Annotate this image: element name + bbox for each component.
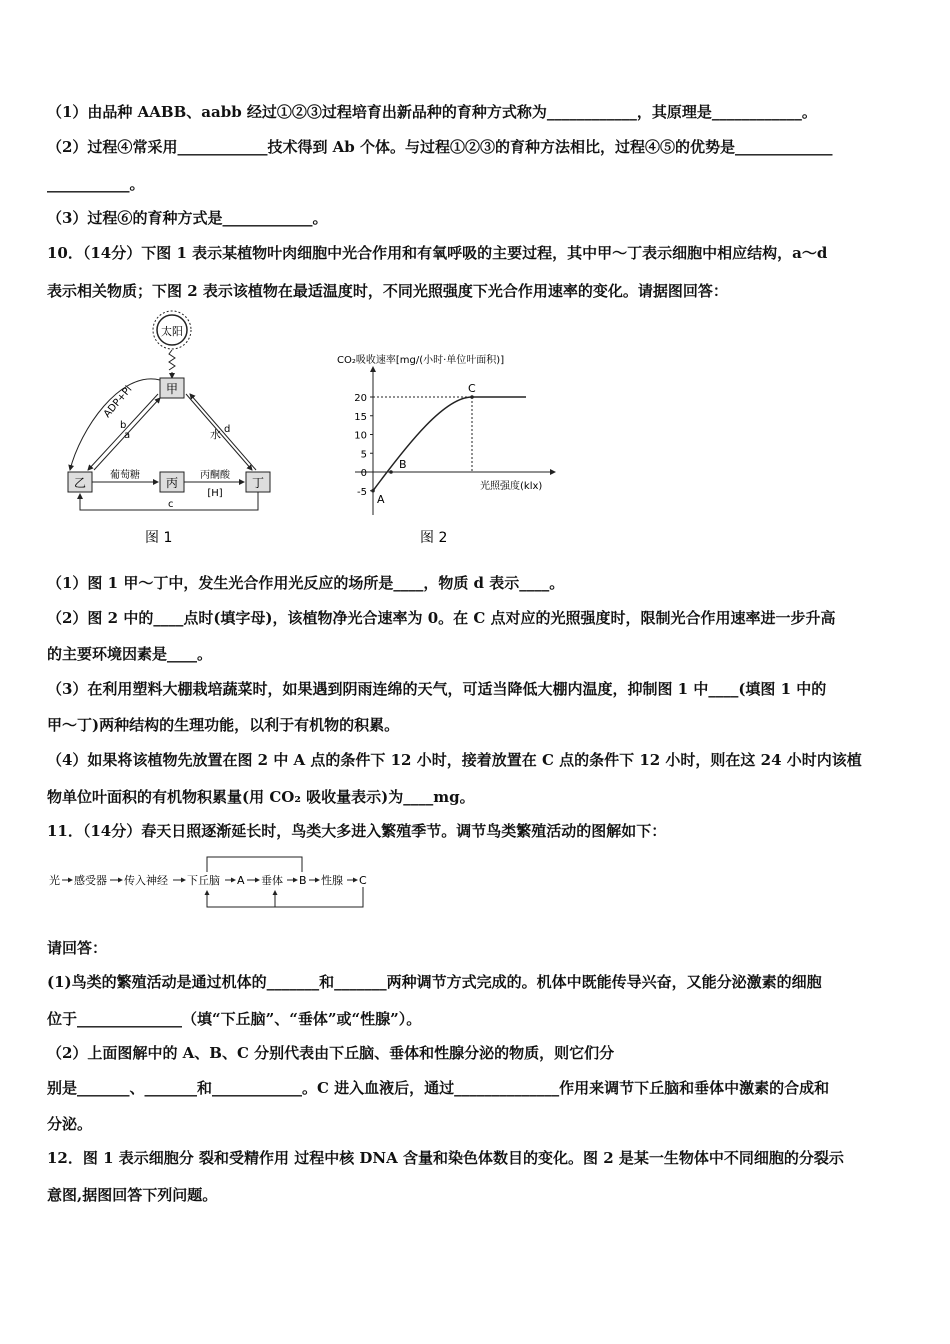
flow-nerve: 传入神经 bbox=[124, 874, 168, 887]
q10-part2-cont: 的主要环境因素是____。 bbox=[47, 645, 213, 663]
q9-part2: （2）过程④常采用____________技术得到 Ab 个体。与过程①②③的育种方法相比，过程④⑤的优势是_____________ bbox=[47, 138, 833, 156]
chart-series-line bbox=[373, 397, 526, 491]
figure-2-chart bbox=[325, 345, 575, 545]
q10-part2: （2）图 2 中的____点时(填字母)，该植物净光合速率为 0。在 C 点对应的光照强度时，限制光合作用速率进一步升高 bbox=[47, 609, 836, 627]
label-adp: ADP+Pi bbox=[101, 384, 135, 420]
figure-1-caption: 图 1 bbox=[145, 530, 173, 546]
q11-part2: （2）上面图解中的 A、B、C 分别代表由下丘脑、垂体和性腺分泌的物质，则它们分 bbox=[47, 1044, 615, 1062]
label-jia: 甲 bbox=[165, 382, 179, 396]
point-c bbox=[470, 395, 474, 399]
label-bing: 丙 bbox=[165, 476, 179, 490]
q10-stem-line1: 10．（14分）下图 1 表示某植物叶肉细胞中光合作用和有氧呼吸的主要过程，其中甲～丁表示细胞中相应结构，a～d bbox=[47, 244, 828, 262]
label-water: 水 bbox=[210, 428, 221, 441]
y-tick-label: 10 bbox=[354, 430, 367, 442]
point-label-b: B bbox=[399, 458, 407, 471]
q11-stem: 11．（14分）春天日照逐渐延长时，鸟类大多进入繁殖季节。调节鸟类繁殖活动的图解如下： bbox=[47, 822, 667, 840]
point-label-c: C bbox=[468, 382, 476, 395]
sun-label: 太阳 bbox=[161, 325, 183, 338]
label-h: [H] bbox=[207, 488, 223, 499]
q10-stem-line2: 表示相关物质；下图 2 表示该植物在最适温度时，不同光照强度下光合作用速率的变化。请据图回答： bbox=[47, 282, 728, 300]
label-d: d bbox=[224, 424, 231, 435]
label-glucose: 葡萄糖 bbox=[110, 470, 140, 481]
q12-stem-line1: 12．图 1 表示细胞分 裂和受精作用 过程中核 DNA 含量和染色体数目的变化。图 2 是某一生物体中不同细胞的分裂示 bbox=[47, 1149, 844, 1167]
figure-1-diagram bbox=[60, 310, 290, 550]
q11-flow-diagram bbox=[47, 853, 377, 913]
label-ding: 丁 bbox=[251, 476, 265, 490]
flow-receptor: 感受器 bbox=[74, 874, 107, 887]
y-tick-label: 15 bbox=[354, 411, 367, 423]
q9-part2-cont: ___________。 bbox=[47, 175, 145, 193]
label-pyruvate: 丙酮酸 bbox=[200, 470, 230, 481]
flow-hypothalamus: 下丘脑 bbox=[187, 874, 220, 887]
q9-part1: （1）由品种 AABB、aabb 经过①②③过程培育出新品种的育种方式称为____________，其原理是____________。 bbox=[47, 103, 817, 121]
q10-part1: （1）图 1 甲～丁中，发生光合作用光反应的场所是____，物质 d 表示____。 bbox=[47, 574, 565, 592]
point-label-a: A bbox=[377, 492, 385, 506]
figure-2-caption: 图 2 bbox=[420, 530, 448, 545]
q10-part3: （3）在利用塑料大棚栽培蔬菜时，如果遇到阴雨连绵的天气，可适当降低大棚内温度，抑制图 1 中____(填图 1 中的 bbox=[47, 680, 827, 698]
y-tick-label: 0 bbox=[360, 468, 367, 479]
label-b: b bbox=[120, 420, 127, 431]
q11-part2-end: 分泌。 bbox=[47, 1115, 93, 1133]
q11-part2-cont: 别是_______、_______和____________。C 进入血液后，通过______________作用来调节下丘脑和垂体中激素的合成和 bbox=[47, 1079, 830, 1097]
q11-part1: (1)鸟类的繁殖活动是通过机体的_______和_______两种调节方式完成的。机体中既能传导兴奋，又能分泌激素的细胞 bbox=[47, 973, 822, 991]
flow-gonad: 性腺 bbox=[321, 874, 343, 887]
flow-a: A bbox=[237, 874, 245, 887]
flow-light: 光 bbox=[49, 874, 60, 887]
label-yi: 乙 bbox=[73, 476, 87, 490]
point-a bbox=[371, 489, 375, 493]
y-tick-label: 5 bbox=[360, 449, 367, 461]
q11-please-answer: 请回答： bbox=[47, 939, 108, 957]
flow-pituitary: 垂体 bbox=[261, 874, 283, 887]
flow-c: C bbox=[359, 874, 367, 887]
chart-xlabel: 光照强度(klx) bbox=[480, 481, 543, 492]
y-tick-label: -5 bbox=[357, 486, 367, 498]
label-c: c bbox=[168, 499, 174, 510]
q10-part3-cont: 甲～丁)两种结构的生理功能，以利于有机物的积累。 bbox=[47, 716, 400, 734]
point-b bbox=[389, 470, 393, 474]
q11-part1-cont: 位于______________（填“下丘脑”、“垂体”或“性腺”）。 bbox=[47, 1010, 422, 1028]
q10-part4-cont: 物单位叶面积的有机物积累量(用 CO₂ 吸收量表示)为____mg。 bbox=[47, 788, 475, 806]
q12-stem-line2: 意图,据图回答下列问题。 bbox=[47, 1186, 218, 1204]
chart-ylabel: CO₂吸收速率[mg/(小时·单位叶面积)] bbox=[337, 355, 505, 366]
q9-part3: （3）过程⑥的育种方式是____________。 bbox=[47, 209, 328, 227]
y-tick-label: 20 bbox=[354, 393, 367, 404]
flow-b: B bbox=[299, 874, 307, 887]
label-a: a bbox=[124, 430, 131, 441]
q10-part4: （4）如果将该植物先放置在图 2 中 A 点的条件下 12 小时，接着放置在 C 点的条件下 12 小时，则在这 24 小时内该植 bbox=[47, 751, 862, 769]
